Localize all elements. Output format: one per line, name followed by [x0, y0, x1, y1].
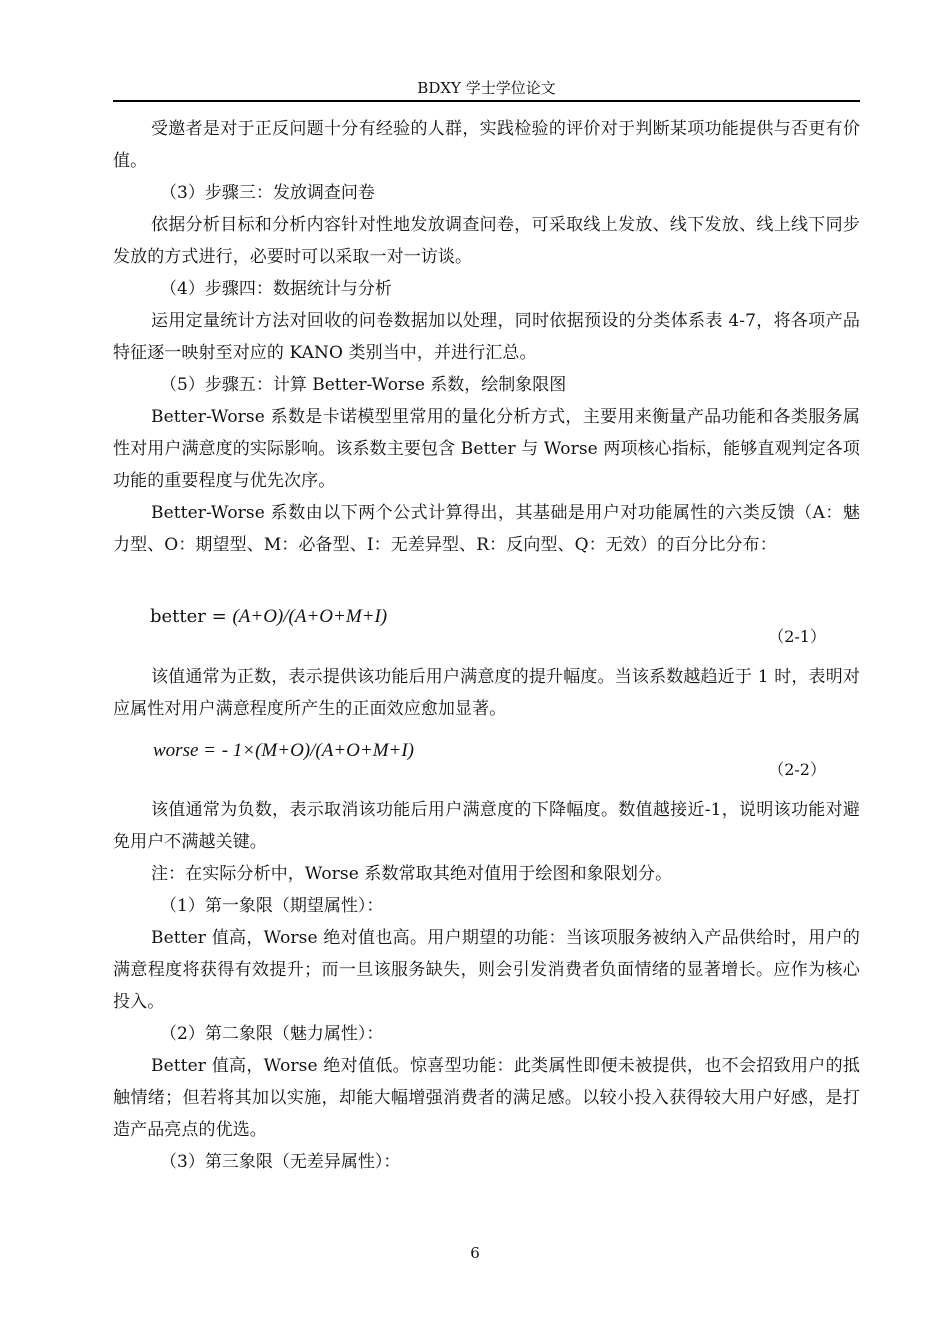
header-rule	[113, 100, 860, 102]
note-absolute-value: 注：在实际分析中，Worse 系数常取其绝对值用于绘图和象限划分。	[151, 864, 673, 884]
paragraph-quadrant-two: Better 值高，Worse 绝对值低。惊喜型功能：此类属性即便未被提供，也不会招致用户的抵触情绪；但若将其加以实施，却能大幅增强消费者的满足感。以较小投入获得较大用户好感，是打造产品亮点的优选。	[113, 1056, 860, 1140]
equation-number-1: （2-1）	[768, 627, 826, 646]
formula-better	[150, 601, 387, 633]
formula-better-expression: (A+O)/(A+O+M+I)	[232, 606, 388, 627]
paragraph-statistics: 运用定量统计方法对回收的问卷数据加以处理，同时依据预设的分类体系表 4-7，将各项产品特征逐一映射至对应的 KANO 类别当中，并进行汇总。	[113, 311, 860, 363]
step-four-heading: （4）步骤四：数据统计与分析	[160, 279, 392, 299]
paragraph-better-meaning: 该值通常为正数，表示提供该功能后用户满意度的提升幅度。当该系数越趋近于 1 时，表明对应属性对用户满意程度所产生的正面效应愈加显著。	[113, 667, 860, 719]
paragraph-distribute-survey: 依据分析目标和分析内容针对性地发放调查问卷，可采取线上发放、线下发放、线上线下同步发放的方式进行，必要时可以采取一对一访谈。	[113, 215, 860, 267]
paragraph-worse-meaning: 该值通常为负数，表示取消该功能后用户满意度的下降幅度。数值越接近-1，说明该功能对避免用户不满越关键。	[113, 800, 860, 852]
formula-worse	[153, 735, 414, 767]
quadrant-three-heading: （3）第三象限（无差异属性）：	[160, 1152, 401, 1172]
step-five-heading: （5）步骤五：计算 Better-Worse 系数，绘制象限图	[160, 375, 567, 395]
formula-worse-label: worse =	[153, 740, 216, 761]
paragraph-formula-basis: Better-Worse 系数由以下两个公式计算得出，其基础是用户对功能属性的六类反馈（A：魅力型、O：期望型、M：必备型、I：无差异型、R：反向型、Q：无效）的百分比分布：	[113, 503, 860, 555]
quadrant-one-heading: （1）第一象限（期望属性）：	[160, 896, 384, 916]
quadrant-two-heading: （2）第二象限（魅力属性）：	[160, 1024, 384, 1044]
formula-worse-expression: - 1×(M+O)/(A+O+M+I)	[221, 740, 415, 761]
page-number: 6	[470, 1244, 480, 1262]
paragraph-invitee-value: 受邀者是对于正反问题十分有经验的人群，实践检验的评价对于判断某项功能提供与否更有价值。	[113, 119, 860, 171]
formula-better-label: better =	[150, 606, 227, 627]
paragraph-better-worse-intro: Better-Worse 系数是卡诺模型里常用的量化分析方式，主要用来衡量产品功能和各类服务属性对用户满意度的实际影响。该系数主要包含 Better 与 Worse 两项核心指标，能够直观判定各项功能的重要程度与优先次序。	[113, 407, 860, 491]
equation-number-2: （2-2）	[768, 760, 826, 779]
paragraph-quadrant-one: Better 值高，Worse 绝对值也高。用户期望的功能：当该项服务被纳入产品供给时，用户的满意程度将获得有效提升；而一旦该服务缺失，则会引发消费者负面情绪的显著增长。应作为核心投入。	[113, 928, 860, 1012]
running-header: BDXY 学士学位论文	[417, 79, 556, 97]
step-three-heading: （3）步骤三：发放调查问卷	[160, 183, 375, 203]
